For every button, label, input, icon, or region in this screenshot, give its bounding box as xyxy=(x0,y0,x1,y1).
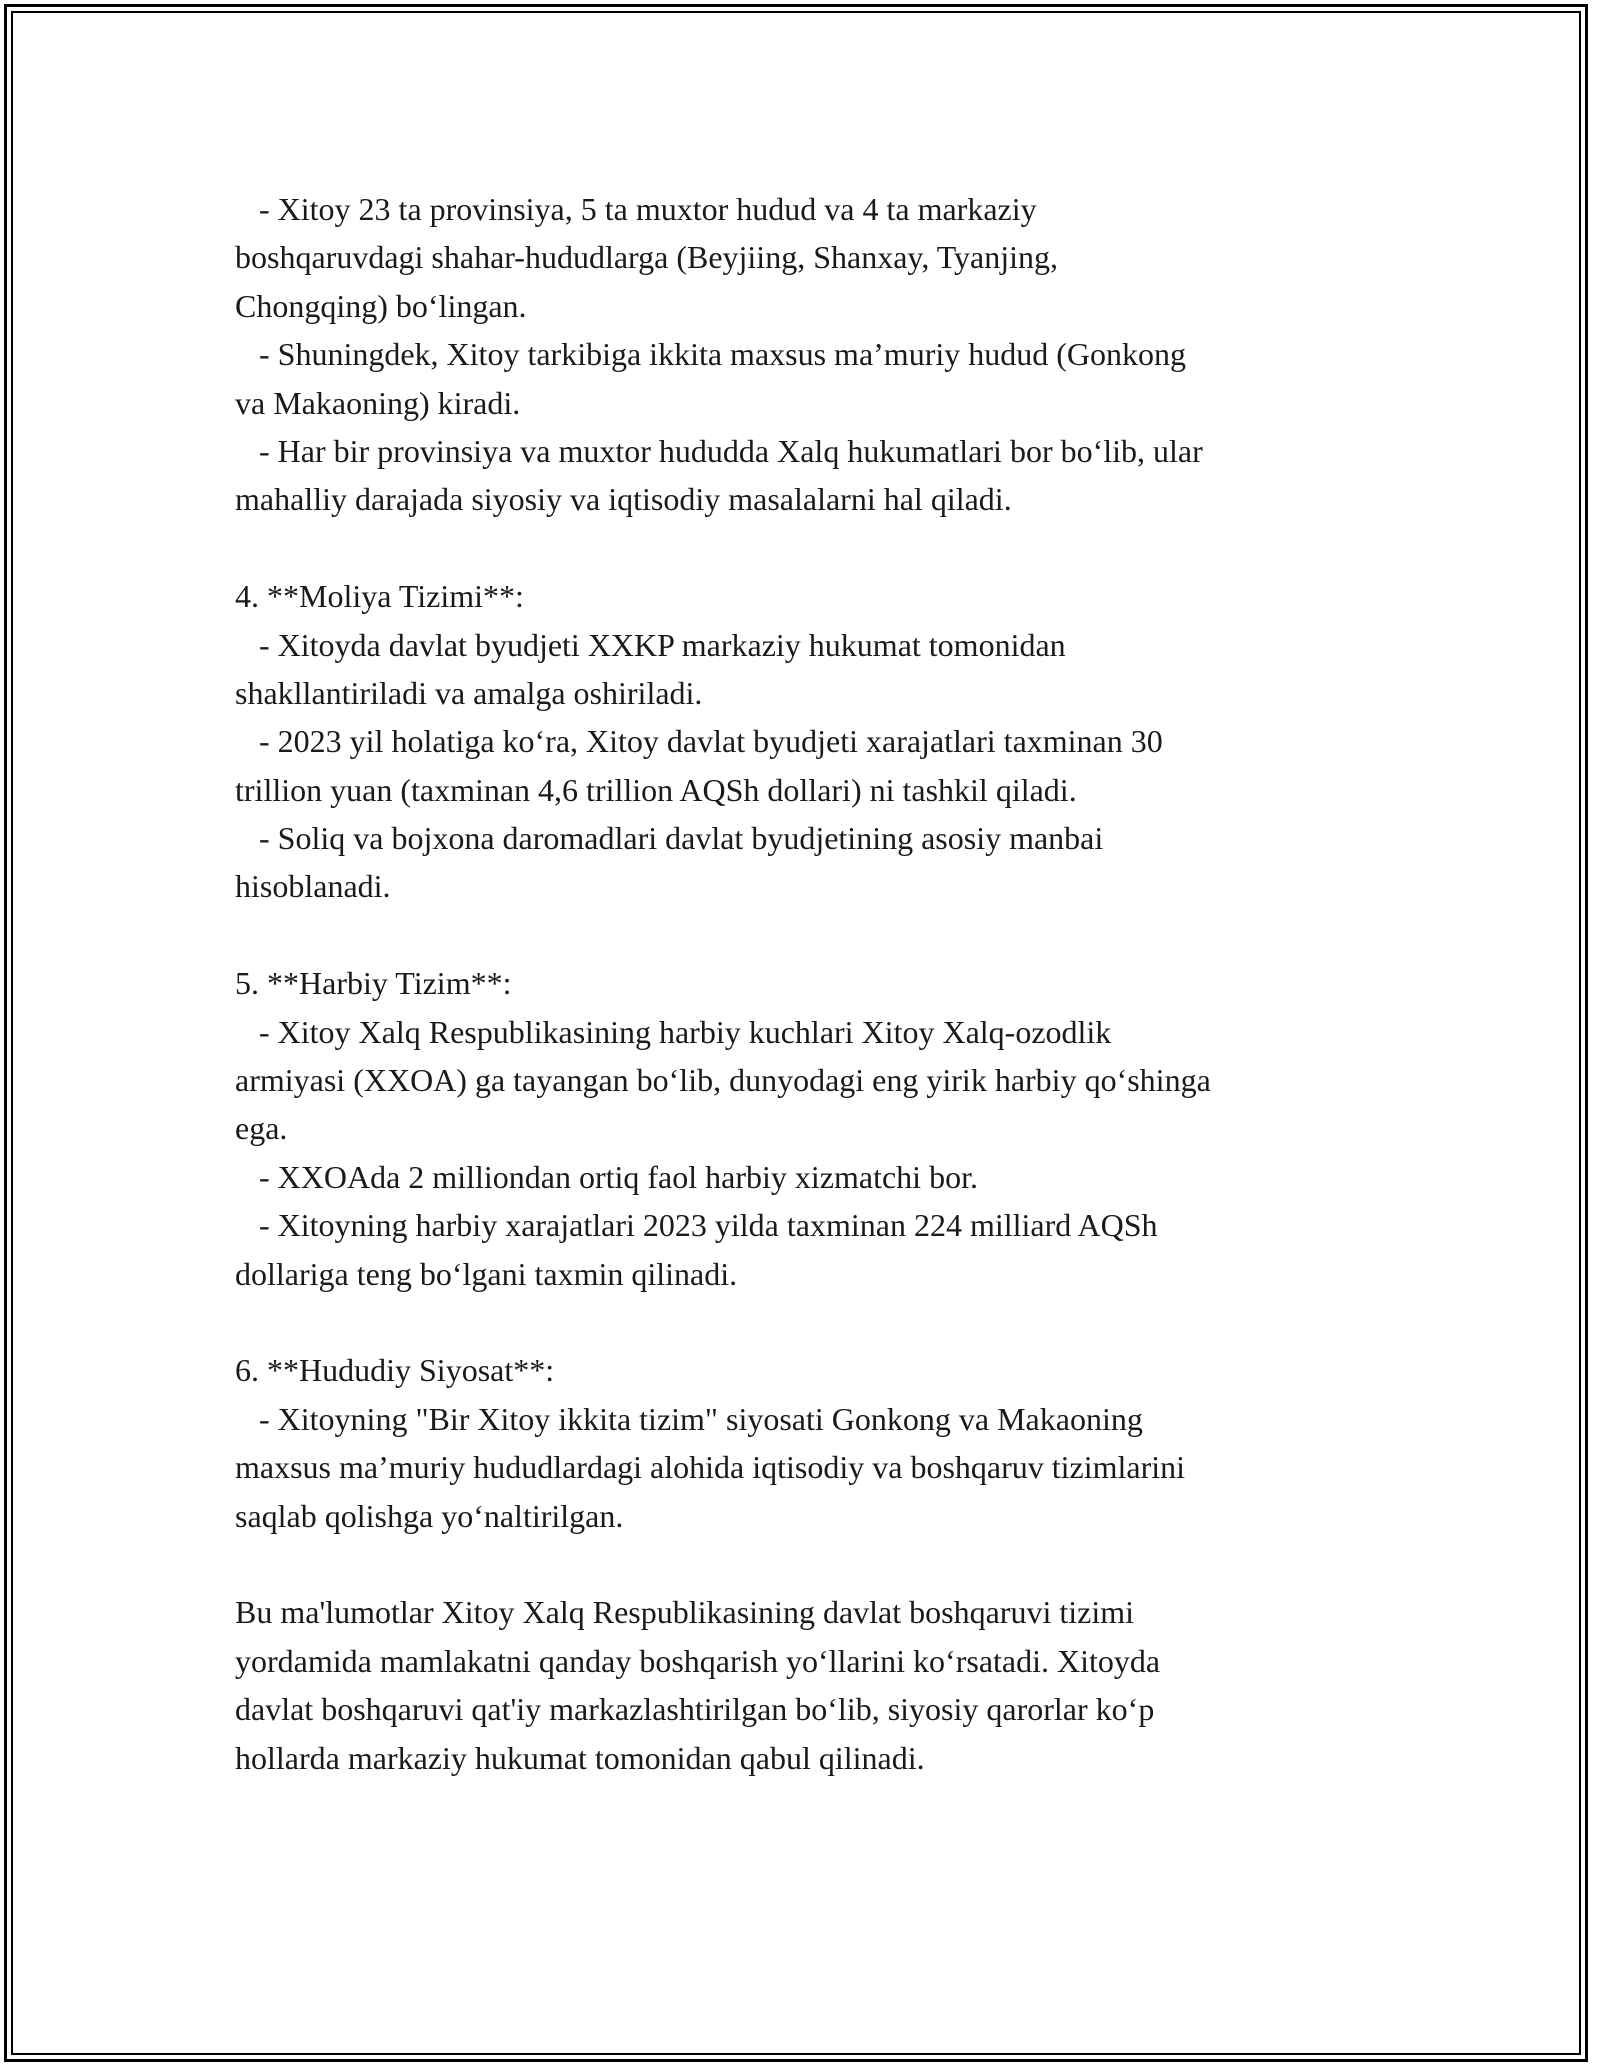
text-line: - Xitoyning "Bir Xitoy ikkita tizim" siyosati Gonkong va Makaoning xyxy=(235,1400,1143,1437)
text-line: - Xitoy 23 ta provinsiya, 5 ta muxtor hudud va 4 ta markaziy xyxy=(235,191,1037,227)
text-line: saqlab qolishga yo‘naltirilgan. xyxy=(235,1497,624,1534)
text-line: boshqaruvdagi shahar-hududlarga (Beyjiing, Shanxay, Tyanjing, xyxy=(235,239,1059,276)
blank-line xyxy=(235,911,1385,959)
document-body xyxy=(235,185,1385,1782)
text-line: - Xitoyda davlat byudjeti XXKP markaziy hukumat tomonidan xyxy=(235,626,1066,663)
conclusion-line: yordamida mamlakatni qanday boshqarish yo‘llarini ko‘rsatadi. Xitoyda xyxy=(235,1642,1161,1679)
blank-line xyxy=(235,524,1385,572)
text-line: - XXOAda 2 milliondan ortiq faol harbiy xizmatchi bor. xyxy=(235,1158,978,1195)
text-line: - Xitoy Xalq Respublikasining harbiy kuchlari Xitoy Xalq-ozodlik xyxy=(235,1013,1112,1050)
text-line: maxsus ma’muriy hududlardagi alohida iqtisodiy va boshqaruv tizimlarini xyxy=(235,1449,1186,1486)
section-heading-hududiy: 6. **Hududiy Siyosat**: xyxy=(235,1352,555,1389)
text-line: - Xitoyning harbiy xarajatlari 2023 yilda taxminan 224 milliard AQSh xyxy=(235,1207,1158,1244)
text-line: - Soliq va bojxona daromadlari davlat byudjetining asosiy manbai xyxy=(235,820,1104,857)
text-line: shakllantiriladi va amalga oshiriladi. xyxy=(235,674,703,711)
text-line: va Makaoning) kiradi. xyxy=(235,384,521,421)
section-heading-harbiy: 5. **Harbiy Tizim**: xyxy=(235,965,512,1002)
text-line: mahalliy darajada siyosiy va iqtisodiy masalalarni hal qiladi. xyxy=(235,481,1012,518)
text-line: Chongqing) bo‘lingan. xyxy=(235,287,527,324)
section-heading-moliya: 4. **Moliya Tizimi**: xyxy=(235,578,524,615)
text-line: dollariga teng bo‘lgani taxmin qilinadi. xyxy=(235,1255,738,1292)
blank-line xyxy=(235,1540,1385,1588)
conclusion-line: Bu ma'lumotlar Xitoy Xalq Respublikasining davlat boshqaruvi tizimi xyxy=(235,1594,1134,1631)
text-line: armiyasi (XXOA) ga tayangan bo‘lib, dunyodagi eng yirik harbiy qo‘shinga xyxy=(235,1062,1211,1099)
conclusion-line: hollarda markaziy hukumat tomonidan qabul qilinadi. xyxy=(235,1739,925,1776)
text-line: ega. xyxy=(235,1110,288,1147)
text-line: trillion yuan (taxminan 4,6 trillion AQSh dollari) ni tashkil qiladi. xyxy=(235,771,1077,808)
text-line: - 2023 yil holatiga ko‘ra, Xitoy davlat byudjeti xarajatlari taxminan 30 xyxy=(235,723,1163,760)
text-line: - Shuningdek, Xitoy tarkibiga ikkita maxsus ma’muriy hudud (Gonkong xyxy=(235,336,1186,373)
blank-line xyxy=(235,1298,1385,1346)
text-line: - Har bir provinsiya va muxtor hududda Xalq hukumatlari bor bo‘lib, ular xyxy=(235,432,1203,469)
text-line: hisoblanadi. xyxy=(235,868,391,905)
conclusion-line: davlat boshqaruvi qat'iy markazlashtirilgan bo‘lib, siyosiy qarorlar ko‘p xyxy=(235,1691,1155,1728)
